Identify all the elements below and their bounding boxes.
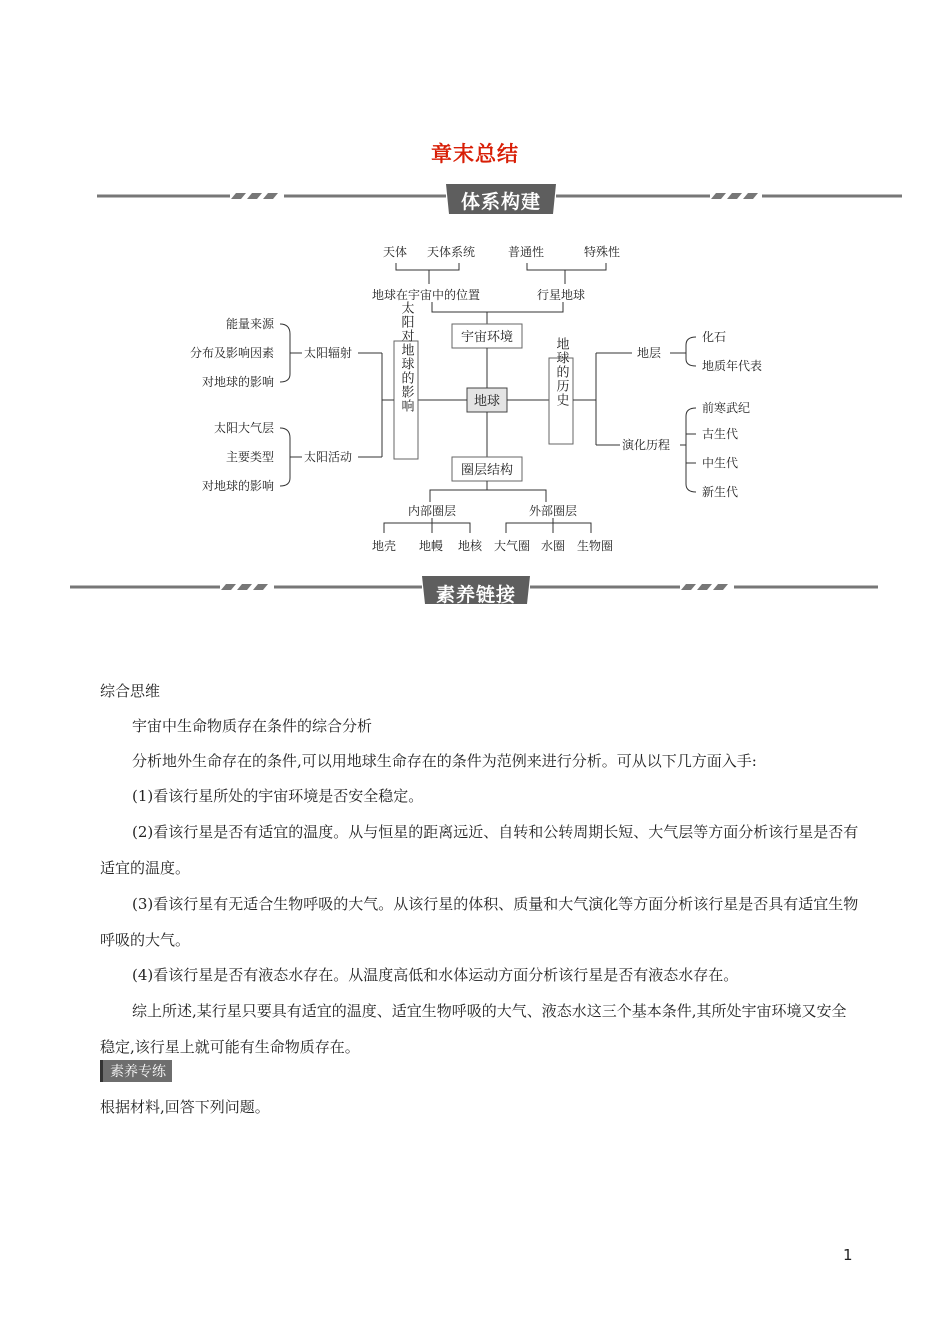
system-banner-label: 体系构建 <box>460 191 541 213</box>
chapter-title: 章末总结 <box>431 142 519 166</box>
node-paleozoic: 古生代 <box>702 427 739 441</box>
node-atmosphere: 大气圈 <box>493 539 531 553</box>
node-sun-influence: 太阳对地球的影响 <box>398 301 414 413</box>
node-solar-atmosphere: 太阳大气层 <box>213 421 274 435</box>
node-planet-earth: 行星地球 <box>537 288 586 302</box>
node-crust: 地壳 <box>371 539 397 553</box>
node-cenozoic: 新生代 <box>702 485 739 499</box>
node-earth-history: 地球的历史 <box>553 337 569 407</box>
node-fossil: 化石 <box>702 330 727 344</box>
node-mantle: 地幔 <box>418 539 444 553</box>
node-biosphere: 生物圈 <box>576 539 614 553</box>
node-solar-radiation: 太阳辐射 <box>304 346 353 360</box>
node-sphere-structure: 圈层结构 <box>460 463 514 478</box>
node-evolution: 演化历程 <box>622 438 671 452</box>
node-commonality: 普通性 <box>508 245 545 259</box>
body-text <box>100 674 860 1065</box>
node-distribution-factors: 分布及影响因素 <box>189 346 274 360</box>
node-core: 地核 <box>457 539 483 553</box>
paragraph-point-1: (1)看该行星所处的宇宙环境是否安全稳定。 <box>132 787 424 805</box>
node-inner-layers: 内部圈层 <box>407 504 457 518</box>
paragraph-point-4: (4)看该行星是否有液态水存在。从温度高低和水体运动方面分析该行星是否有液态水存在。 <box>132 966 739 984</box>
node-celestial-body: 天体 <box>383 245 408 259</box>
node-main-types: 主要类型 <box>225 450 274 464</box>
practice-tag: 素养专练 <box>100 1060 172 1082</box>
node-energy-source: 能量来源 <box>225 317 274 331</box>
node-solar-activity: 太阳活动 <box>304 450 353 464</box>
node-outer-layers: 外部圈层 <box>528 504 578 518</box>
page-number: 1 <box>843 1246 853 1264</box>
paragraph-point-2: (2)看该行星是否有适宜的温度。从与恒星的距离远近、自转和公转周期长短、大气层等方面分析该行星是否有适宜的温度。 <box>100 823 859 877</box>
paragraph-summary: 综上所述,某行星只要具有适宜的温度、适宜生物呼吸的大气、液态水这三个基本条件,其所处宇宙环境又安全稳定,该行星上就可能有生命物质存在。 <box>100 1002 847 1056</box>
node-cosmic-environment: 宇宙环境 <box>460 330 514 345</box>
node-mesozoic: 中生代 <box>702 456 739 470</box>
knowledge-diagram <box>0 220 950 565</box>
paragraph-intro: 分析地外生命存在的条件,可以用地球生命存在的条件为范例来进行分析。可从以下几方面入手: <box>132 752 757 770</box>
node-earth-center: 地球 <box>473 394 501 409</box>
paragraph-point-3: (3)看该行星有无适合生物呼吸的大气。从该行星的体积、质量和大气演化等方面分析该行星是否具有适宜生物呼吸的大气。 <box>100 895 859 949</box>
node-precambrian: 前寒武纪 <box>702 401 751 415</box>
node-geologic-timescale: 地质年代表 <box>702 359 763 373</box>
section-subheading: 宇宙中生命物质存在条件的综合分析 <box>132 717 373 735</box>
node-celestial-system: 天体系统 <box>427 245 476 259</box>
node-hydrosphere: 水圈 <box>540 539 566 553</box>
literacy-banner-label: 素养链接 <box>435 584 516 606</box>
node-activity-impact: 对地球的影响 <box>201 479 274 493</box>
node-earth-position: 地球在宇宙中的位置 <box>372 288 481 302</box>
node-strata: 地层 <box>637 346 662 360</box>
node-radiation-impact: 对地球的影响 <box>201 375 274 389</box>
practice-question: 根据材料,回答下列问题。 <box>100 1098 270 1116</box>
node-specialty: 特殊性 <box>584 245 621 259</box>
section-heading: 综合思维 <box>100 682 161 700</box>
